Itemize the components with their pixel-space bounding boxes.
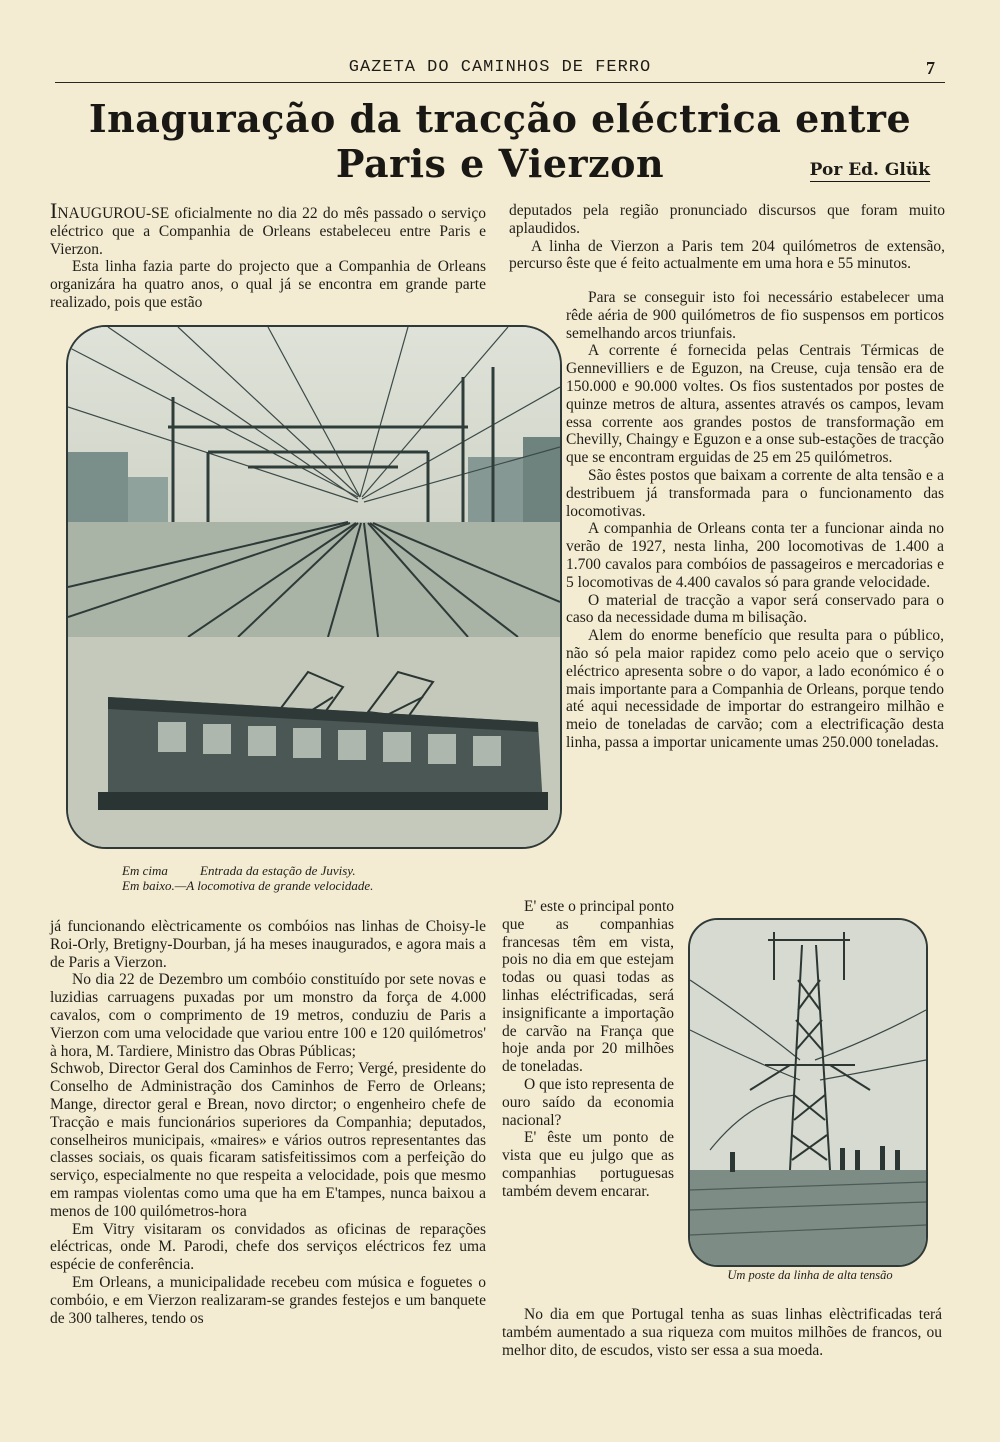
paragraph: deputados pela região pronunciado discursos que foram muito aplaudidos. bbox=[509, 202, 945, 237]
paragraph: No dia 22 de Dezembro um combóio constituído por sete novas e luzidias carruagens puxadas por um monstro da força de 4.000 cavalos, com o comprimento de 19 metros, conduziu de Paris a Vierzon com uma velocidade que variou entre 100 e 120 quilómetros' à hora, M. Tardiere, Ministro das Obras Públicas; bbox=[50, 971, 486, 1060]
paragraph: São êstes postos que baixam a corrente de alta tensão e a destribuem já transformada para o funcionamento das locomotivas. bbox=[566, 466, 944, 520]
caption-bottom-text: A locomotiva de grande velocidade. bbox=[186, 878, 374, 893]
paragraph: E' êste um ponto de vista que eu julgo que as companhias portuguesas também devem encarar. bbox=[502, 1129, 674, 1200]
pylon-caption: Um poste da linha de alta tensão bbox=[727, 1268, 893, 1282]
caption-top-text: Entrada da estação de Juvisy. bbox=[200, 863, 356, 878]
paragraph: Para se conseguir isto foi necessário estabelecer uma rêde aéria de 900 quilómetros de fio suspensos em porticos semelhando arcos triunfais. bbox=[566, 289, 944, 342]
right-column-middle bbox=[566, 289, 944, 752]
main-photo bbox=[66, 325, 562, 849]
paragraph: No dia em que Portugal tenha as suas linhas elèctrificadas terá também aumentado a sua riqueza com muitos milhões de francos, ou melhor dito, de escudos, visto ser essa a sua moeda. bbox=[502, 1306, 942, 1359]
pylon-photo-illustration bbox=[690, 920, 926, 1265]
paragraph: Schwob, Director Geral dos Caminhos de Ferro; Vergé, presidente do Conselho de Administração dos Caminhos de Ferro de Orleans; Mange, director geral e Brean, novo dirctor; o engenheiro chefe de Tracção e mais funcionários superiores da Companhia; deputados, conselheiros municipais, «maires» e vários outros representantes das classes sociais, os quais ficaram satisfeitissimos com a perfeição do serviço, especialmente no que respeita a velocidade, pois que mesmo em rampas violentas como uma que ha em E'tampes, nunca baixou a menos de 100 quilómetros-hora bbox=[50, 1060, 486, 1220]
publication-title: GAZETA DO CAMINHOS DE FERRO bbox=[348, 58, 652, 77]
paragraph: INAUGUROU-SE oficialmente no dia 22 do mês passado o serviço eléctrico que a Companhia de Orleans estabeleceu entre Paris e Vierzon. bbox=[50, 198, 486, 258]
paragraph: já funcionando elèctricamente os combóios nas linhas de Choisy-le Roi-Orly, Bretigny-Dourban, já ha meses inaugurados, e agora mais a de Paris a Vierzon. bbox=[50, 918, 486, 971]
paragraph: O que isto representa de ouro saído da economia nacional? bbox=[502, 1075, 674, 1129]
railway-photo-illustration bbox=[68, 327, 560, 847]
right-column-bottom bbox=[502, 1306, 942, 1359]
paragraph: Esta linha fazia parte do projecto que a Companhia de Orleans organizára ha quatro anos, o qual já se encontra em grande parte realizado, pois que estão bbox=[50, 258, 486, 311]
narrow-column bbox=[502, 898, 674, 1201]
paragraph: A companhia de Orleans conta ter a funcionar ainda no verão de 1927, nesta linha, 200 locomotivas de 1.400 a 1.700 cavalos para combóios de passageiros e mercadorias e 5 locomotivas de 4.400 cavalos só para grande velocidade. bbox=[566, 520, 944, 591]
right-column-top bbox=[509, 202, 945, 273]
paragraph: A linha de Vierzon a Paris tem 204 quilómetros de extensão, percurso êste que é feito actualmente em uma hora e 55 minutos. bbox=[509, 237, 945, 273]
pylon-photo bbox=[688, 918, 928, 1267]
running-head bbox=[55, 58, 945, 83]
left-column-bottom bbox=[50, 918, 486, 1327]
paragraph: Em Vitry visitaram os convidados as oficinas de reparações eléctricas, onde M. Parodi, chefe dos serviços eléctricos fez uma espécie de conferência. bbox=[50, 1220, 486, 1274]
main-photo-caption bbox=[122, 863, 542, 893]
paragraph: Alem do enorme benefício que resulta para o público, não só pela maior rapidez como pelo aceio que o serviço eléctrico apresenta sobre o do vapor, a lado económico é o mais importante para a Companhia de Orleans, porque tendo até aqui necessidade de importar do estrangeiro milhão e meio de toneladas de carvão; com a electrificação desta linha, passa a importar unicamente umas 250.000 toneladas. bbox=[566, 627, 944, 751]
paragraph: O material de tracção a vapor será conservado para o caso da necessidade duma m bilisação. bbox=[566, 591, 944, 627]
drop-cap: I bbox=[50, 198, 58, 223]
caption-bottom-label: Em baixo.— bbox=[122, 878, 187, 893]
left-column-top bbox=[50, 198, 486, 312]
paragraph: E' este o principal ponto que as companhias francesas têm em vista, pois no dia em que estejam todas ou quasi todas as linhas eléctrificadas, será insignificante a importação de carvão na França que hoje anda por 20 milhões de toneladas. bbox=[502, 898, 675, 1076]
caption-top-label: Em cima bbox=[122, 863, 168, 878]
article-byline: Por Ed. Glük bbox=[809, 160, 930, 180]
paragraph: A corrente é fornecida pelas Centrais Térmicas de Gennevilliers e de Eguzon, na Creuse, cuja tensão era de 150.000 e 90.000 voltes. Os fios sustentados por postes de quinze metros de altura, assentes através os campos, levam essa corrente aos grandes postos de transformação em Chevilly, Chaingy e Eguzon e a onse sub-estações de tracção que se encontram erguidas de 25 em 25 quilómetros. bbox=[566, 342, 944, 467]
article-title: Inaguração da tracção eléctrica entre Paris e Vierzon bbox=[88, 96, 912, 186]
page-number: 7 bbox=[926, 58, 935, 78]
paragraph: Em Orleans, a municipalidade recebeu com música e foguetes o combóio, e em Vierzon realizaram-se grandes festejos e um banquete de 300 talheres, tendo os bbox=[50, 1273, 486, 1327]
